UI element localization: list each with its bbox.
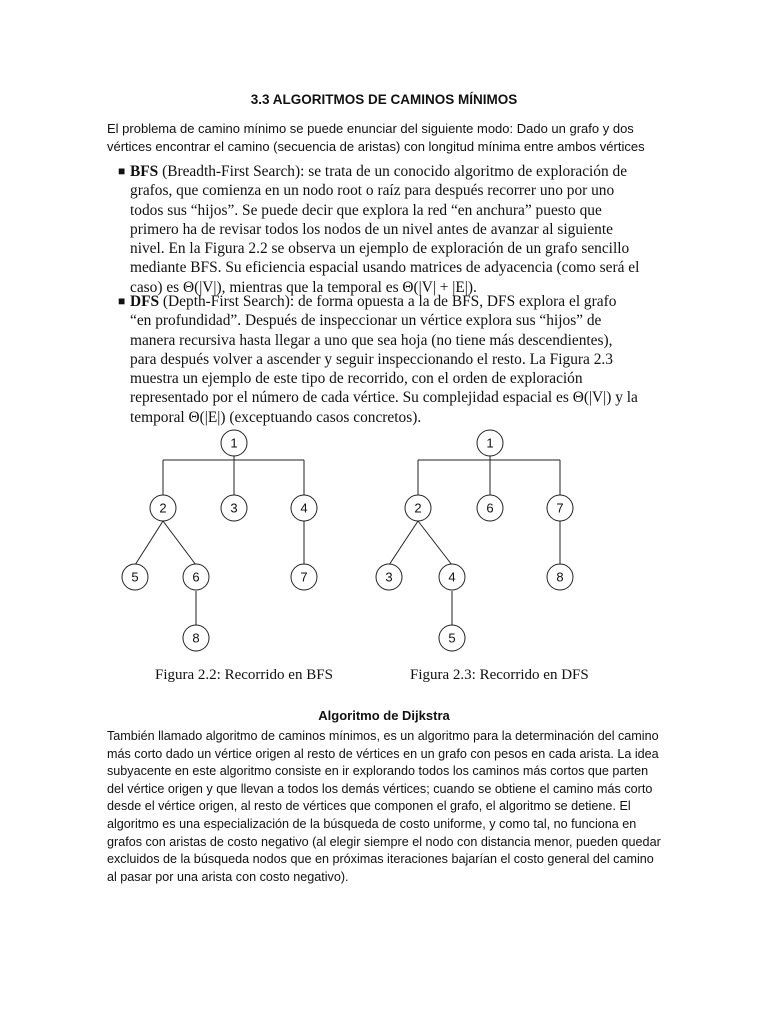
- bfs-node-1: [221, 430, 247, 456]
- svg-text:8: 8: [556, 569, 564, 585]
- bfs-node-8: [183, 625, 209, 651]
- svg-text:2: 2: [414, 500, 422, 516]
- svg-text:6: 6: [192, 569, 200, 585]
- section-title: 3.3 ALGORITMOS DE CAMINOS MÍNIMOS: [250, 92, 518, 107]
- dfs-node-6: [477, 495, 503, 521]
- bfs-node-5: [122, 564, 148, 590]
- svg-text:1: 1: [486, 435, 494, 451]
- bfs-node-7: [291, 564, 317, 590]
- dfs-node-7: [547, 495, 573, 521]
- svg-text:2: 2: [159, 500, 167, 516]
- svg-text:4: 4: [448, 569, 456, 585]
- svg-text:3: 3: [230, 500, 238, 516]
- bfs-tree: [122, 430, 317, 651]
- dfs-node-8: [547, 564, 573, 590]
- bfs-node-6: [183, 564, 209, 590]
- svg-text:4: 4: [300, 500, 308, 516]
- bullet-icon: ■: [118, 294, 126, 308]
- dfs-node-4: [439, 564, 465, 590]
- svg-text:8: 8: [192, 630, 200, 646]
- dfs-node-3: [376, 564, 402, 590]
- dfs-node-5: [439, 625, 465, 651]
- dfs-edges: [389, 444, 560, 625]
- bfs-node-3: [221, 495, 247, 521]
- graph-figures: [110, 425, 670, 660]
- svg-text:5: 5: [448, 630, 456, 646]
- dijkstra-paragraph: También llamado algoritmo de caminos mínimos, es un algoritmo para la determinación del camino más corto dado un vértice origen al resto de vértices en un grafo con pesos en cada arista. La idea subyacente en este algoritmo consiste en ir explorando todos los caminos más cortos que parten del vértice origen y que llevan a todos los demás vértices; cuando se obtiene el camino más corto desde el vértice origen, al resto de vértices que componen el grafo, el algoritmo se detiene. El algoritmo es una especialización de la búsqueda de costo uniforme, y como tal, no funciona en grafos con aristas de costo negativo (al elegir siempre el nodo con distancia menor, pueden quedar excluidos de la búsqueda nodos que en próximas iteraciones bajarían el costo general del camino al pasar por una arista con costo negativo).: [107, 729, 661, 884]
- svg-text:7: 7: [556, 500, 564, 516]
- bfs-term: BFS: [130, 163, 159, 180]
- svg-text:5: 5: [131, 569, 139, 585]
- svg-text:6: 6: [486, 500, 494, 516]
- intro-paragraph: El problema de camino mínimo se puede enunciar del siguiente modo: Dado un grafo y dos vértices encontrar el camino (secuencia de aristas) con longitud mínima entre ambos vértices: [107, 121, 645, 154]
- bfs-node-4: [291, 495, 317, 521]
- bfs-bullet: [118, 162, 640, 297]
- dijkstra-title: Algoritmo de Dijkstra: [318, 708, 450, 723]
- dfs-bullet: [118, 292, 640, 427]
- dfs-description: (Depth-First Search): de forma opuesta a la de BFS, DFS explora el grafo “en profundidad”. Después de inspeccionar un vértice explora sus “hijos” de manera recursiva hasta llegar a uno que sea hoja (no tiene más descendientes), para después volver a ascender y seguir inspeccionando el resto. La Figura 2.3 muestra un ejemplo de este tipo de recorrido, con el orden de exploración representado por el número de cada vértice. Su complejidad espacial es Θ(|V|) y la temporal Θ(|E|) (exceptuando casos concretos).: [130, 293, 638, 426]
- dfs-term: DFS: [130, 293, 160, 310]
- svg-text:3: 3: [385, 569, 393, 585]
- bullet-icon: ■: [118, 164, 126, 178]
- dfs-node-2: [405, 495, 431, 521]
- dfs-node-1: [477, 430, 503, 456]
- bfs-description: (Breadth-First Search): se trata de un conocido algoritmo de exploración de grafos, que comienza en un nodo root o raíz para después recorrer uno por uno todos sus “hijos”. Se puede decir que explora la red “en anchura” puesto que primero ha de revisar todos los nodos de un nivel antes de avanzar al siguiente nivel. En la Figura 2.2 se observa un ejemplo de exploración de un grafo sencillo mediante BFS. Su eficiencia espacial usando matrices de adyacencia (como será el caso) es Θ(|V|), mientras que la temporal es Θ(|V| + |E|).: [130, 163, 640, 296]
- svg-text:7: 7: [300, 569, 308, 585]
- bfs-node-2: [150, 495, 176, 521]
- figure-caption-dfs: Figura 2.3: Recorrido en DFS: [410, 667, 589, 683]
- svg-text:1: 1: [230, 435, 238, 451]
- bfs-edges: [135, 444, 304, 625]
- figure-caption-bfs: Figura 2.2: Recorrido en BFS: [155, 667, 333, 683]
